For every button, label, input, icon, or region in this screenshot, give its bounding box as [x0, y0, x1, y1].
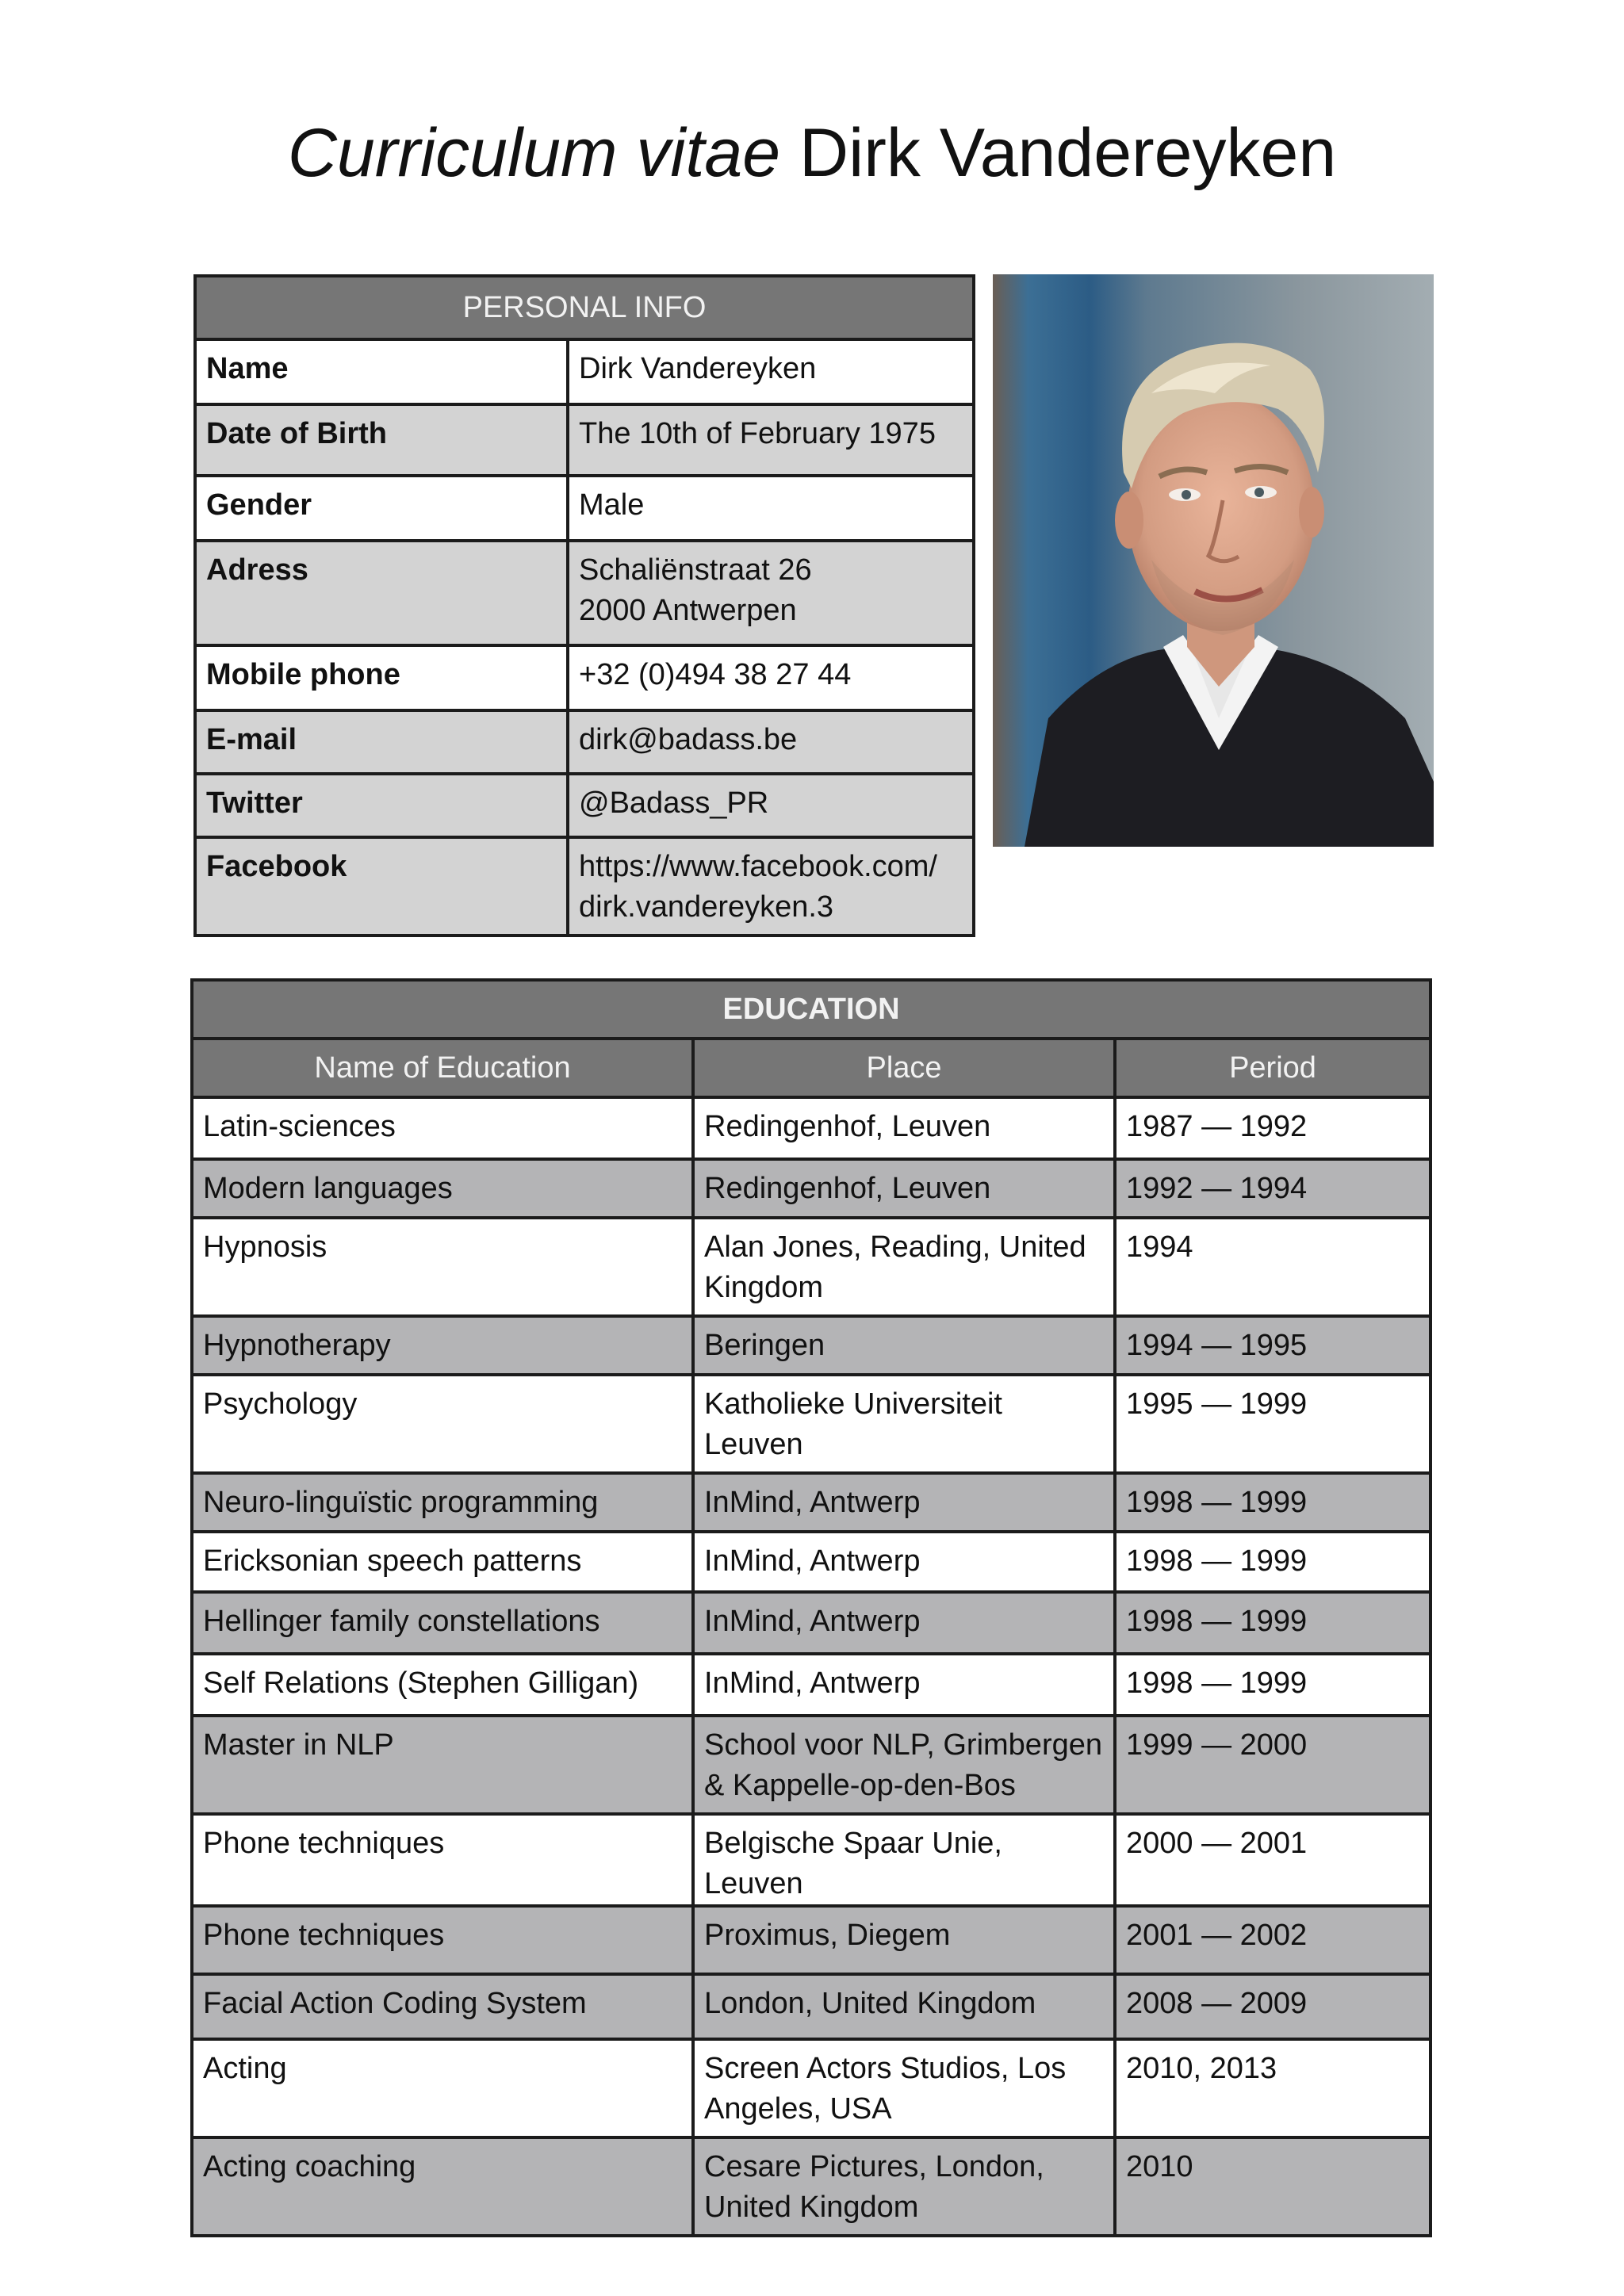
education-period: 2010, 2013 — [1115, 2039, 1431, 2137]
table-row — [192, 1316, 1431, 1375]
table-row — [192, 1592, 1431, 1654]
education-period: 1995 — 1999 — [1115, 1375, 1431, 1473]
personal-label: Facebook — [195, 837, 568, 936]
table-row — [192, 1974, 1431, 2039]
table-row — [192, 1654, 1431, 1716]
personal-label: Gender — [195, 476, 568, 541]
education-name: Ericksonian speech patterns — [192, 1532, 693, 1592]
personal-value: +32 (0)494 38 27 44 — [568, 645, 974, 710]
table-row — [192, 1375, 1431, 1473]
table-row — [192, 1716, 1431, 1814]
education-period: 1994 — [1115, 1218, 1431, 1316]
personal-label: E-mail — [195, 710, 568, 774]
education-name: Acting coaching — [192, 2137, 693, 2236]
personal-label: Adress — [195, 541, 568, 645]
education-place: Belgische Spaar Unie, Leuven — [693, 1814, 1115, 1906]
personal-info-header: PERSONAL INFO — [195, 276, 974, 339]
column-header-period: Period — [1115, 1039, 1431, 1097]
education-place: Redingenhof, Leuven — [693, 1097, 1115, 1159]
table-row — [192, 2137, 1431, 2236]
table-row — [192, 1906, 1431, 1974]
education-place: Cesare Pictures, London, United Kingdom — [693, 2137, 1115, 2236]
education-name: Neuro-linguïstic programming — [192, 1473, 693, 1532]
personal-label: Date of Birth — [195, 404, 568, 476]
table-row — [192, 1159, 1431, 1218]
education-name: Hellinger family constellations — [192, 1592, 693, 1654]
education-name: Master in NLP — [192, 1716, 693, 1814]
title-italic: Curriculum vitae — [287, 115, 781, 191]
education-period: 1998 — 1999 — [1115, 1654, 1431, 1716]
personal-info-table — [193, 274, 975, 937]
table-row — [192, 2039, 1431, 2137]
education-period: 1992 — 1994 — [1115, 1159, 1431, 1218]
personal-value: https://www.facebook.com/ dirk.vandereyken.3 — [568, 837, 974, 936]
education-place: InMind, Antwerp — [693, 1592, 1115, 1654]
education-header: EDUCATION — [192, 980, 1431, 1039]
table-row — [192, 1097, 1431, 1159]
education-place: Proximus, Diegem — [693, 1906, 1115, 1974]
education-period: 1998 — 1999 — [1115, 1592, 1431, 1654]
personal-label: Twitter — [195, 774, 568, 837]
education-place: Alan Jones, Reading, United Kingdom — [693, 1218, 1115, 1316]
education-place: Katholieke Universiteit Leuven — [693, 1375, 1115, 1473]
education-name: Psychology — [192, 1375, 693, 1473]
education-period: 1998 — 1999 — [1115, 1473, 1431, 1532]
education-name: Phone techniques — [192, 1906, 693, 1974]
column-header-place: Place — [693, 1039, 1115, 1097]
education-period: 1987 — 1992 — [1115, 1097, 1431, 1159]
column-header-name: Name of Education — [192, 1039, 693, 1097]
education-place: InMind, Antwerp — [693, 1532, 1115, 1592]
table-row — [192, 1814, 1431, 1906]
education-name: Hypnosis — [192, 1218, 693, 1316]
education-period: 2008 — 2009 — [1115, 1974, 1431, 2039]
education-name: Modern languages — [192, 1159, 693, 1218]
education-period: 1999 — 2000 — [1115, 1716, 1431, 1814]
education-place: InMind, Antwerp — [693, 1654, 1115, 1716]
education-name: Acting — [192, 2039, 693, 2137]
personal-value: Male — [568, 476, 974, 541]
education-place: School voor NLP, Grimbergen & Kappelle-op-den-Bos — [693, 1716, 1115, 1814]
personal-label: Mobile phone — [195, 645, 568, 710]
personal-value: Schaliënstraat 26 2000 Antwerpen — [568, 541, 974, 645]
education-period: 2000 — 2001 — [1115, 1814, 1431, 1906]
education-name: Hypnotherapy — [192, 1316, 693, 1375]
education-place: InMind, Antwerp — [693, 1473, 1115, 1532]
education-period: 2001 — 2002 — [1115, 1906, 1431, 1974]
education-place: Screen Actors Studios, Los Angeles, USA — [693, 2039, 1115, 2137]
page-title — [0, 109, 1624, 197]
personal-value: dirk@badass.be — [568, 710, 974, 774]
education-name: Facial Action Coding System — [192, 1974, 693, 2039]
education-period: 2010 — [1115, 2137, 1431, 2236]
table-row — [192, 1473, 1431, 1532]
profile-photo — [993, 274, 1434, 847]
education-place: London, United Kingdom — [693, 1974, 1115, 2039]
personal-value: Dirk Vandereyken — [568, 339, 974, 404]
title-name: Dirk Vandereyken — [799, 115, 1337, 191]
education-name: Phone techniques — [192, 1814, 693, 1906]
education-name: Self Relations (Stephen Gilligan) — [192, 1654, 693, 1716]
education-period: 1994 — 1995 — [1115, 1316, 1431, 1375]
table-row — [192, 1218, 1431, 1316]
portrait-illustration — [993, 274, 1434, 847]
personal-value: The 10th of February 1975 — [568, 404, 974, 476]
education-place: Beringen — [693, 1316, 1115, 1375]
education-name: Latin-sciences — [192, 1097, 693, 1159]
personal-label: Name — [195, 339, 568, 404]
personal-value: @Badass_PR — [568, 774, 974, 837]
education-place: Redingenhof, Leuven — [693, 1159, 1115, 1218]
table-row — [192, 1532, 1431, 1592]
education-period: 1998 — 1999 — [1115, 1532, 1431, 1592]
education-table — [190, 978, 1432, 2237]
